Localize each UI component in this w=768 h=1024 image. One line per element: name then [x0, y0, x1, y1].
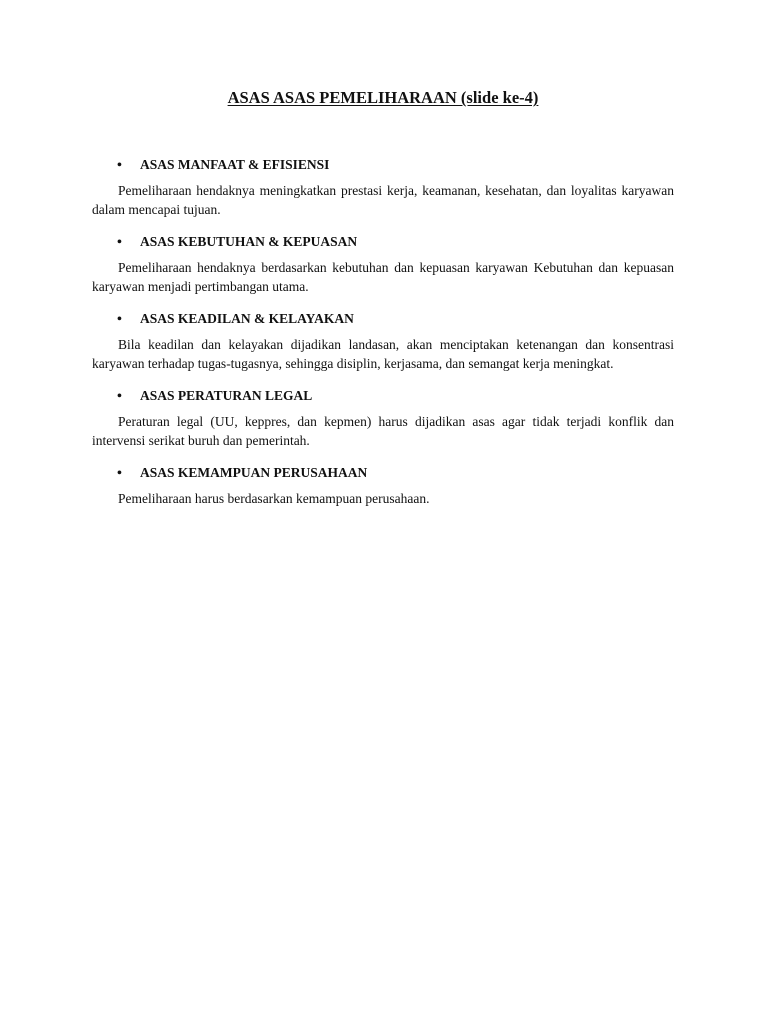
section-heading-label: ASAS MANFAAT & EFISIENSI	[140, 157, 330, 172]
section-kemampuan-perusahaan	[92, 464, 674, 509]
section-paragraph: Pemeliharaan harus berdasarkan kemampuan perusahaan.	[118, 491, 430, 506]
section-keadilan-kelayakan	[92, 310, 674, 373]
document-title: ASAS ASAS PEMELIHARAAN (slide ke-4)	[227, 88, 539, 107]
bullet-icon: •	[117, 466, 122, 481]
section-heading-label: ASAS KEADILAN & KELAYAKAN	[140, 311, 354, 326]
section-paragraph: Pemeliharaan hendaknya berdasarkan kebutuhan dan kepuasan karyawan Kebutuhan dan kepuasan karyawan menjadi pertimbangan utama.	[92, 260, 674, 294]
section-heading-label: ASAS KEBUTUHAN & KEPUASAN	[140, 234, 358, 249]
section-heading	[92, 464, 674, 483]
section-heading-label: ASAS PERATURAN LEGAL	[140, 388, 313, 403]
document-page	[92, 86, 674, 523]
section-heading	[92, 387, 674, 406]
section-manfaat-efisiensi	[92, 156, 674, 219]
section-paragraph: Peraturan legal (UU, keppres, dan kepmen) harus dijadikan asas agar tidak terjadi konflik dan intervensi serikat buruh dan pemerintah.	[92, 414, 674, 448]
bullet-icon: •	[117, 235, 122, 250]
bullet-icon: •	[117, 158, 122, 173]
section-heading	[92, 156, 674, 175]
section-kebutuhan-kepuasan	[92, 233, 674, 296]
section-heading	[92, 233, 674, 252]
section-paragraph: Pemeliharaan hendaknya meningkatkan prestasi kerja, keamanan, kesehatan, dan loyalitas karyawan dalam mencapai tujuan.	[92, 183, 674, 217]
bullet-icon: •	[117, 389, 122, 404]
section-heading-label: ASAS KEMAMPUAN PERUSAHAAN	[140, 465, 368, 480]
section-paragraph: Bila keadilan dan kelayakan dijadikan landasan, akan menciptakan ketenangan dan konsentrasi karyawan terhadap tugas-tugasnya, sehingga disiplin, kerjasama, dan semangat kerja meningkat.	[92, 337, 674, 371]
section-peraturan-legal	[92, 387, 674, 450]
section-heading	[92, 310, 674, 329]
bullet-icon: •	[117, 312, 122, 327]
